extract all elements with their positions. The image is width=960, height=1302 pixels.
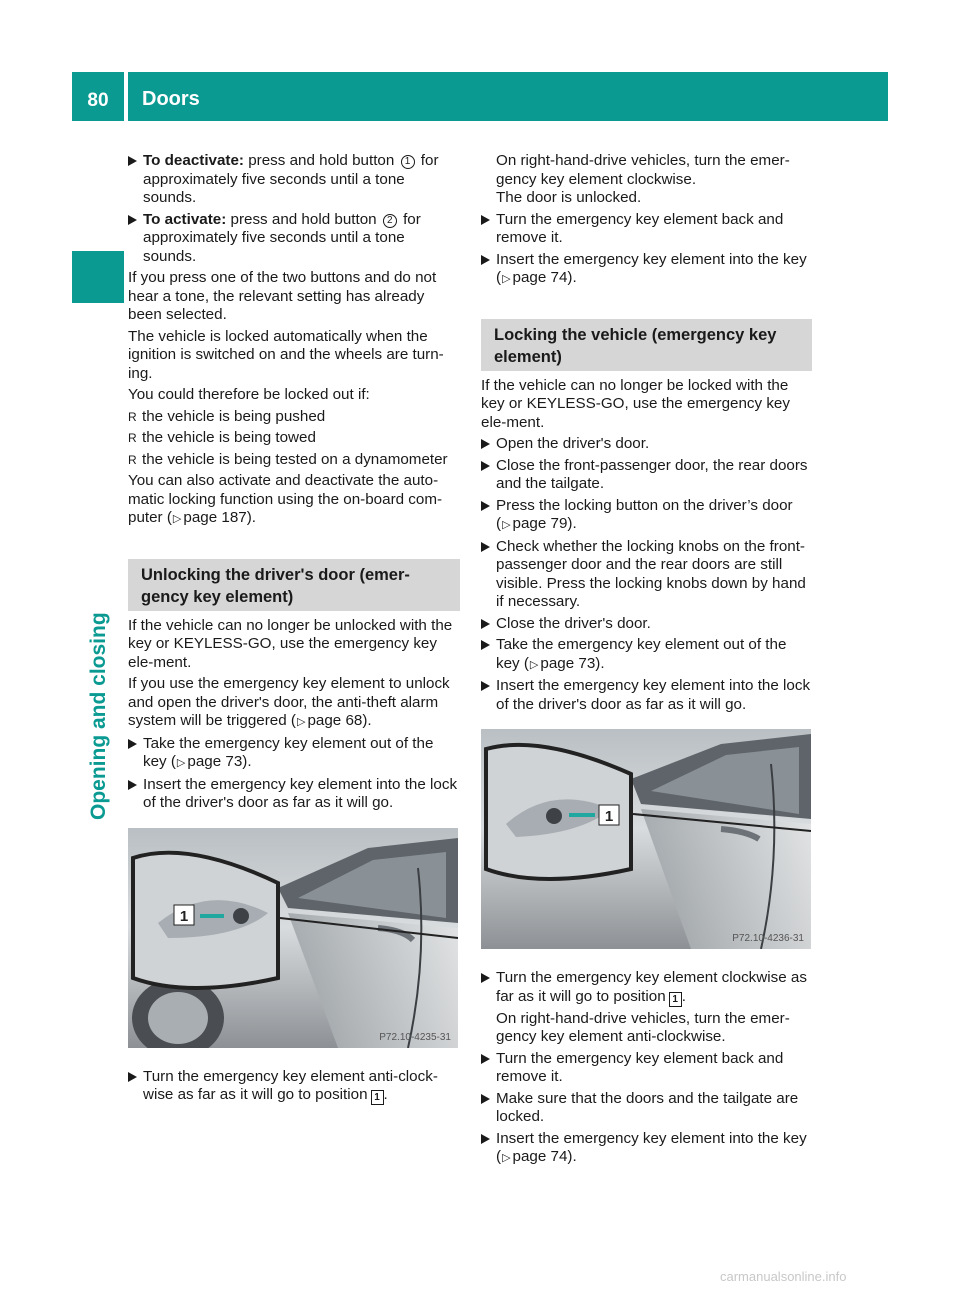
page-ref-link[interactable]: page 68). (307, 712, 372, 729)
step-text: Close the driver's door. (496, 614, 651, 632)
page-ref-link[interactable]: page 79). (512, 515, 577, 532)
step-text: Take the emergency key element out of the key ( (496, 636, 787, 672)
left-column (128, 152, 460, 1108)
page-ref-icon: ▷ (502, 1152, 511, 1164)
step-text: Insert the emergency key element into the key ( (496, 1129, 807, 1165)
page-ref-icon: ▷ (172, 513, 182, 525)
step-text: Take the emergency key element out of the key ( (143, 734, 434, 770)
step-text: Insert the emergency key element into the key ( (496, 250, 807, 286)
paragraph (128, 472, 460, 529)
page-ref-icon: ▷ (502, 519, 511, 531)
arrow-icon (481, 542, 490, 552)
step-item (481, 1050, 812, 1087)
figure-callout: 1 (604, 808, 614, 825)
step-item (481, 1090, 812, 1127)
step-item (128, 776, 460, 813)
paragraph: If the vehicle can no longer be unlocked with the key or KEYLESS-GO, use the emergency key ele-ment. (128, 616, 453, 671)
step-text: Close the front-passenger door, the rear doors and the tailgate. (496, 456, 808, 492)
continuation (481, 152, 812, 208)
step-item (481, 251, 812, 289)
side-tab-marker (72, 251, 124, 303)
arrow-icon (481, 681, 490, 691)
side-tab (84, 560, 114, 820)
arrow-icon (481, 973, 490, 983)
step-activate (128, 211, 460, 267)
step-text: Open the driver's door. (496, 435, 650, 452)
position-callout-icon: 1 (669, 992, 682, 1007)
step-text: Turn the emergency key element clockwise as far as it will go to position (496, 969, 807, 1005)
page-ref-icon: ▷ (296, 716, 306, 728)
bullet-text: the vehicle is being towed (142, 429, 316, 446)
position-callout-icon: 1 (371, 1090, 384, 1105)
step-label: To deactivate: (143, 152, 244, 169)
right-column (481, 152, 812, 1171)
paragraph: If you press one of the two buttons and do not hear a tone, the relevant setting has already been selected. (128, 269, 437, 323)
step-text: Make sure that the doors and the tailgate are locked. (496, 1089, 799, 1125)
arrow-icon (128, 780, 137, 790)
figure-code: P72.10-4235-31 (379, 1031, 451, 1043)
arrow-icon (481, 461, 490, 471)
bullet-item (128, 408, 460, 427)
arrow-icon (481, 255, 490, 265)
arrow-icon (128, 1072, 137, 1082)
paragraph-text: You can also activate and deactivate the auto-matic locking function using the on-board com-puter ( (128, 472, 443, 526)
step-text: Insert the emergency key element into the lock of the driver's door as far as it will go. (143, 775, 458, 811)
chapter-title: Doors (142, 88, 200, 110)
arrow-icon (128, 739, 137, 749)
step-text: press and hold button (230, 210, 377, 228)
watermark-footer: carmanualsonline.info (720, 1269, 847, 1284)
paragraph: The vehicle is locked automatically when the ignition is switched on and the wheels are turn-ing. (128, 327, 444, 382)
bullet-icon: R (128, 431, 137, 445)
page-ref-icon: ▷ (502, 273, 511, 285)
paragraph: The door is unlocked. (496, 189, 642, 206)
step-item (481, 211, 812, 248)
step-item (481, 435, 812, 454)
step-text: for approximately five seconds until a tone sounds. (143, 152, 439, 206)
paragraph: If the vehicle can no longer be locked with the key or KEYLESS-GO, use the emergency key ele-ment. (481, 376, 790, 431)
paragraph: On right-hand-drive vehicles, turn the emer-gency key element anti-clockwise. (496, 1009, 790, 1045)
step-text: for approximately five seconds until a tone sounds. (143, 210, 421, 265)
figure-callout: 1 (179, 907, 189, 925)
page-ref-link[interactable]: page 187). (183, 509, 256, 526)
step-item: Turn the emergency key element anti-clock-wise as far as it will go to position 1 . (128, 1068, 460, 1106)
step-item (481, 615, 812, 634)
arrow-icon (481, 1094, 490, 1104)
page-number: 80 (72, 72, 124, 121)
step-item (481, 636, 812, 674)
step-text: Turn the emergency key element back and remove it. (496, 1049, 784, 1085)
bullet-text: the vehicle is being pushed (142, 407, 326, 425)
arrow-icon (481, 640, 490, 650)
step-label: To activate: (143, 210, 227, 228)
step-deactivate (128, 152, 460, 208)
step-item (128, 735, 460, 773)
bullet-text: the vehicle is being tested on a dynamometer (142, 450, 448, 468)
step-item (481, 497, 812, 535)
arrow-icon (481, 501, 490, 511)
page-ref-link[interactable]: page 73). (187, 753, 252, 770)
section-heading: Unlocking the driver's door (emer-gency key element) (128, 559, 460, 611)
bullet-item (128, 451, 460, 470)
page-ref-link[interactable]: page 73). (540, 654, 605, 672)
step-item (481, 677, 812, 714)
button-callout-icon: 2 (383, 214, 397, 228)
figure-code: P72.10-4236-31 (732, 933, 804, 944)
arrow-icon (481, 619, 490, 629)
paragraph (128, 675, 460, 732)
step-item: Turn the emergency key element clockwise as far as it will go to position 1 . (481, 969, 812, 1007)
arrow-icon (128, 215, 137, 225)
chapter-header (128, 72, 888, 121)
side-tab-label: Opening and closing (87, 612, 110, 820)
page-ref-icon: ▷ (176, 757, 186, 769)
step-text: Check whether the locking knobs on the front-passenger door and the rear doors are still visible. Press the locking knobs down by hand if necessary. (496, 537, 806, 610)
arrow-icon (481, 1054, 490, 1064)
paragraph: You could therefore be locked out if: (128, 386, 370, 403)
page-ref-link[interactable]: page 74). (512, 1148, 577, 1165)
step-item (481, 538, 812, 612)
bullet-item (128, 429, 460, 448)
arrow-icon (128, 156, 137, 166)
step-item (481, 1130, 812, 1168)
page-ref-icon: ▷ (529, 658, 539, 671)
door-lock-illustration-anticlockwise (128, 828, 458, 1048)
step-text: Insert the emergency key element into the lock of the driver's door as far as it will go. (496, 677, 811, 713)
arrow-icon (481, 215, 490, 225)
step-item (481, 457, 812, 494)
bullet-icon: R (128, 409, 137, 424)
door-lock-illustration-clockwise (481, 729, 811, 949)
paragraph-text: If you use the emergency key element to unlock and open the driver's door, the anti-theft alarm system will be triggered ( (128, 675, 450, 729)
arrow-icon (481, 1134, 490, 1144)
paragraph: On right-hand-drive vehicles, turn the emer-gency key element clockwise. (496, 152, 790, 188)
button-callout-icon: 1 (401, 155, 415, 169)
arrow-icon (481, 439, 490, 449)
bullet-icon: R (128, 452, 137, 467)
page-ref-link[interactable]: page 74). (512, 269, 577, 286)
step-text: Turn the emergency key element anti-clock-wise as far as it will go to position (143, 1067, 438, 1103)
section-heading: Locking the vehicle (emergency key element) (481, 319, 812, 371)
step-text: Turn the emergency key element back and remove it. (496, 210, 784, 246)
step-text: press and hold button (248, 152, 395, 169)
step-text: Press the locking button on the driver’s door ( (496, 496, 793, 532)
